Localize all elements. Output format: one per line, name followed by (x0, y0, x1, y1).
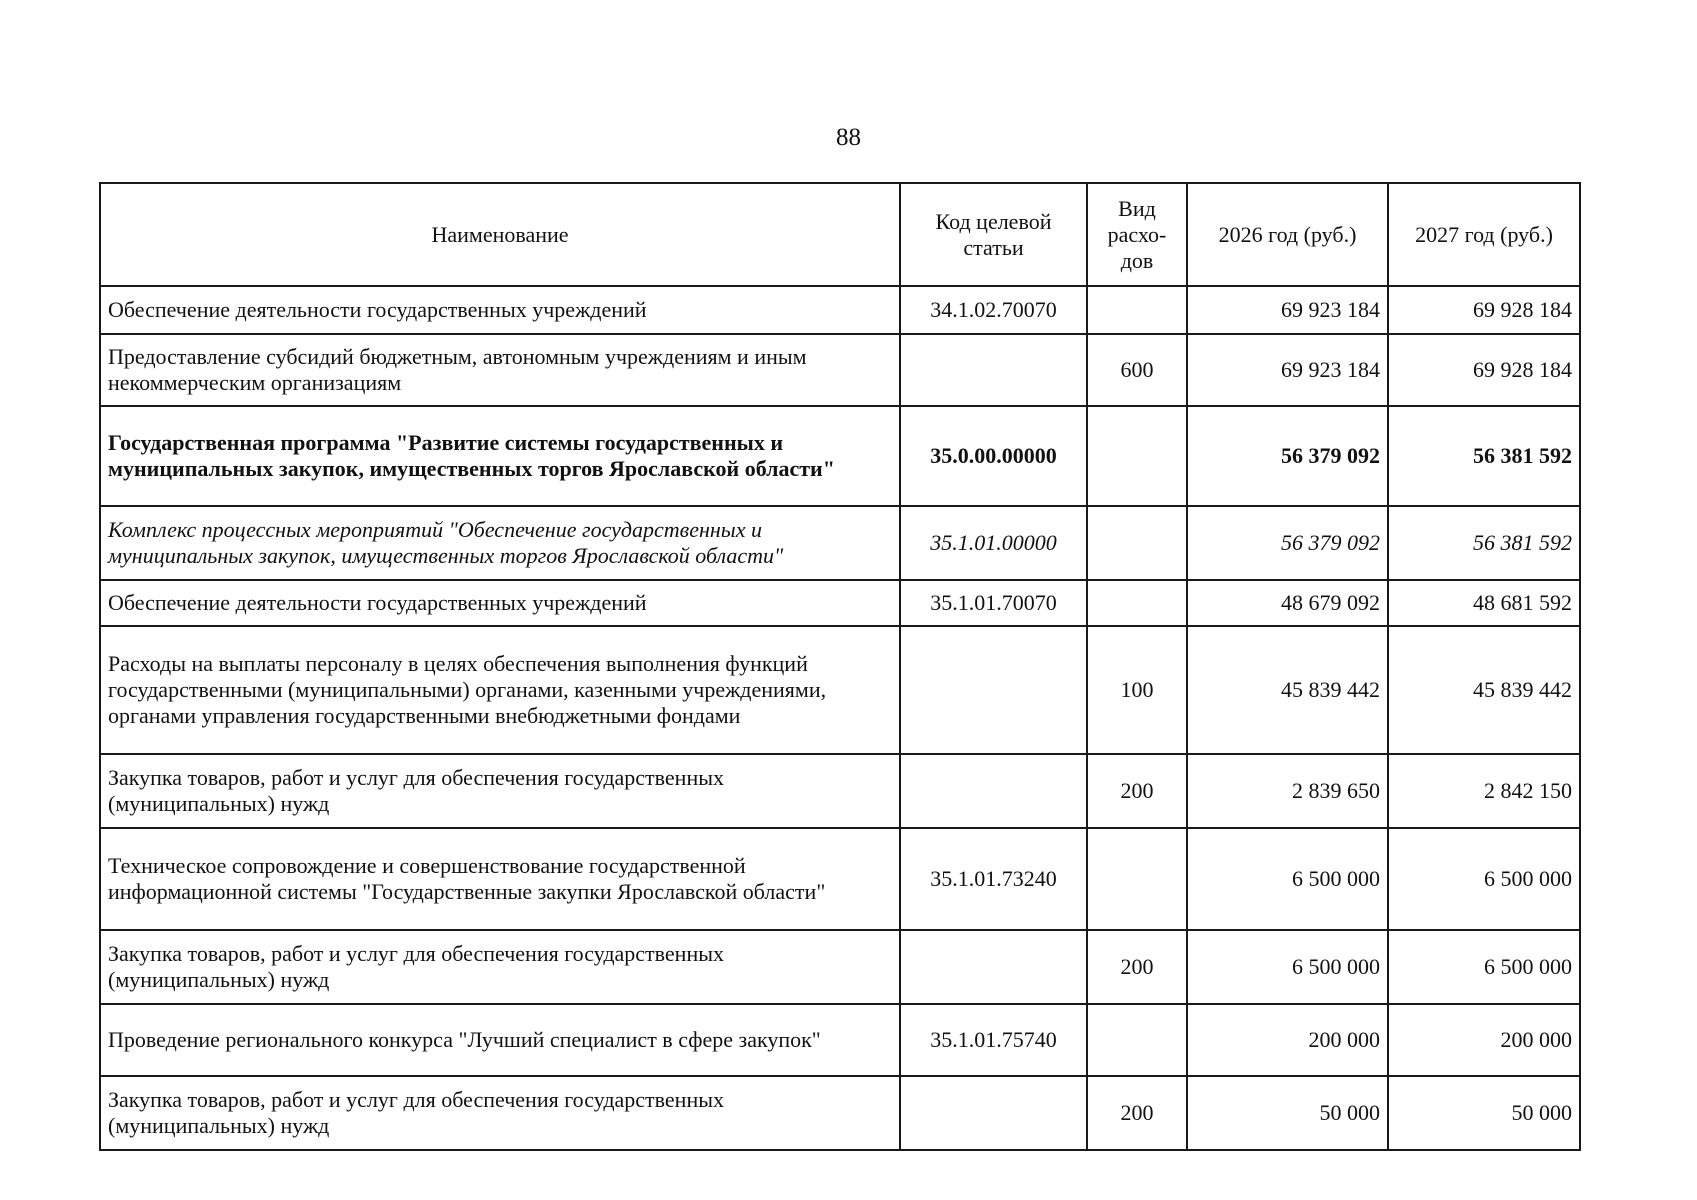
table-row (100, 334, 1580, 406)
cell-code: 35.1.01.75740 (900, 1004, 1087, 1076)
page-number: 88 (836, 124, 861, 151)
cell-code (900, 626, 1087, 754)
cell-year-2027: 56 381 592 (1388, 406, 1580, 506)
table-row (100, 828, 1580, 930)
cell-type (1087, 1004, 1187, 1076)
table-row (100, 406, 1580, 506)
cell-type (1087, 406, 1187, 506)
table-row (100, 930, 1580, 1004)
cell-type: 200 (1087, 754, 1187, 828)
cell-year-2026: 45 839 442 (1187, 626, 1388, 754)
cell-name: Закупка товаров, работ и услуг для обеспечения государственных (муниципальных) нужд (100, 1076, 900, 1150)
cell-year-2026: 6 500 000 (1187, 930, 1388, 1004)
cell-year-2027: 69 928 184 (1388, 286, 1580, 334)
cell-type: 100 (1087, 626, 1187, 754)
cell-code: 35.1.01.73240 (900, 828, 1087, 930)
table-row (100, 626, 1580, 754)
cell-year-2026: 69 923 184 (1187, 334, 1388, 406)
header-code: Код целевой статьи (900, 183, 1087, 286)
table-body (100, 286, 1580, 1150)
cell-type (1087, 286, 1187, 334)
cell-type: 200 (1087, 1076, 1187, 1150)
header-name: Наименование (100, 183, 900, 286)
table-row (100, 506, 1580, 580)
cell-year-2027: 56 381 592 (1388, 506, 1580, 580)
cell-code (900, 930, 1087, 1004)
table-row (100, 286, 1580, 334)
cell-year-2026: 6 500 000 (1187, 828, 1388, 930)
cell-code: 34.1.02.70070 (900, 286, 1087, 334)
cell-name: Техническое сопровождение и совершенствование государственной информационной системы "Государственные закупки Ярославской области" (100, 828, 900, 930)
cell-year-2027: 2 842 150 (1388, 754, 1580, 828)
cell-name: Закупка товаров, работ и услуг для обеспечения государственных (муниципальных) нужд (100, 754, 900, 828)
cell-type: 200 (1087, 930, 1187, 1004)
cell-type (1087, 828, 1187, 930)
cell-year-2026: 56 379 092 (1187, 506, 1388, 580)
cell-year-2027: 48 681 592 (1388, 580, 1580, 626)
table-row (100, 1004, 1580, 1076)
cell-name: Комплекс процессных мероприятий "Обеспечение государственных и муниципальных закупок, имущественных торгов Ярославской области" (100, 506, 900, 580)
table-header-row (100, 183, 1580, 286)
cell-year-2027: 50 000 (1388, 1076, 1580, 1150)
cell-name: Обеспечение деятельности государственных учреждений (100, 286, 900, 334)
cell-code (900, 754, 1087, 828)
budget-table (99, 182, 1581, 1151)
cell-year-2026: 69 923 184 (1187, 286, 1388, 334)
cell-name: Проведение регионального конкурса "Лучший специалист в сфере закупок" (100, 1004, 900, 1076)
cell-year-2026: 2 839 650 (1187, 754, 1388, 828)
cell-year-2026: 200 000 (1187, 1004, 1388, 1076)
cell-year-2027: 69 928 184 (1388, 334, 1580, 406)
cell-year-2026: 50 000 (1187, 1076, 1388, 1150)
cell-year-2027: 6 500 000 (1388, 828, 1580, 930)
table-row (100, 580, 1580, 626)
header-year-2027: 2027 год (руб.) (1388, 183, 1580, 286)
cell-name: Расходы на выплаты персоналу в целях обеспечения выполнения функций государственными (муниципальными) органами, казенными учреждениями, органами управления государственными внебюджетными фондами (100, 626, 900, 754)
cell-name: Закупка товаров, работ и услуг для обеспечения государственных (муниципальных) нужд (100, 930, 900, 1004)
cell-code: 35.0.00.00000 (900, 406, 1087, 506)
cell-code: 35.1.01.00000 (900, 506, 1087, 580)
cell-year-2027: 6 500 000 (1388, 930, 1580, 1004)
cell-year-2026: 48 679 092 (1187, 580, 1388, 626)
cell-type (1087, 506, 1187, 580)
cell-year-2027: 200 000 (1388, 1004, 1580, 1076)
cell-code (900, 334, 1087, 406)
cell-code (900, 1076, 1087, 1150)
header-type: Вид расхо-дов (1087, 183, 1187, 286)
header-year-2026: 2026 год (руб.) (1187, 183, 1388, 286)
table-row (100, 754, 1580, 828)
cell-type (1087, 580, 1187, 626)
cell-code: 35.1.01.70070 (900, 580, 1087, 626)
cell-year-2026: 56 379 092 (1187, 406, 1388, 506)
cell-name: Государственная программа "Развитие системы государственных и муниципальных закупок, имущественных торгов Ярославской области" (100, 406, 900, 506)
cell-year-2027: 45 839 442 (1388, 626, 1580, 754)
cell-name: Обеспечение деятельности государственных учреждений (100, 580, 900, 626)
cell-type: 600 (1087, 334, 1187, 406)
cell-name: Предоставление субсидий бюджетным, автономным учреждениям и иным некоммерческим организациям (100, 334, 900, 406)
table-row (100, 1076, 1580, 1150)
